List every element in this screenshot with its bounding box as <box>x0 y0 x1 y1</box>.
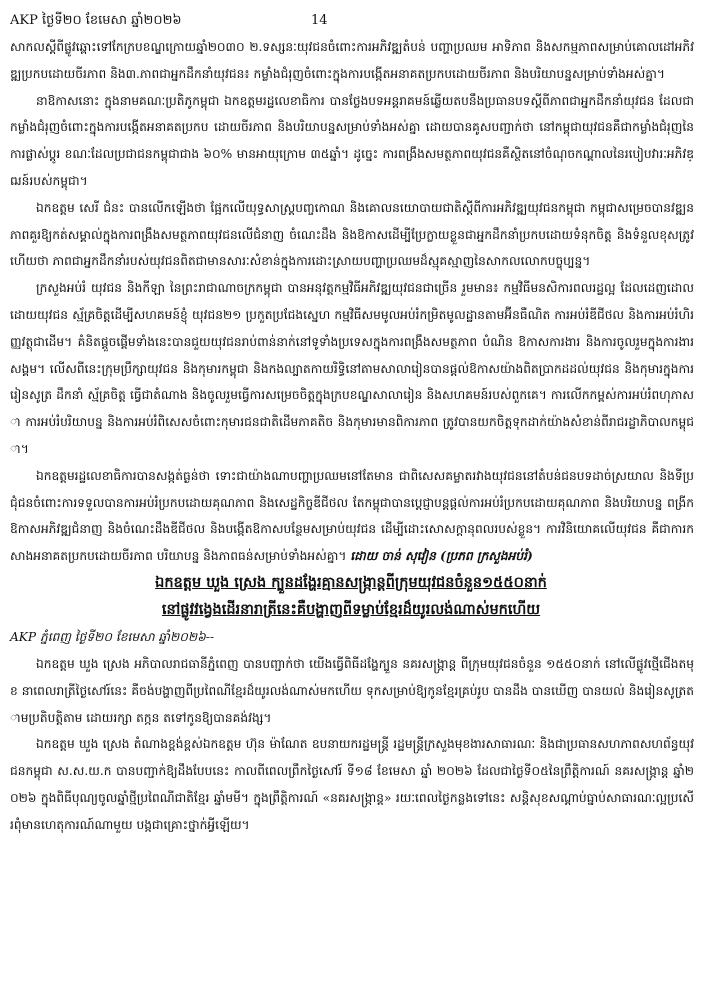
article2-paragraph-1: ឯកឧត្តម ឃួង ស្រេង អភិបាលរាជធានីភ្នំពេញ បានបញ្ជាក់ថា យើងធ្វើពិធីដង្ហែក្បួន នគរសង្ក្រាន្ត ពីក្រុមយុវជនចំនួន ១៥៥០នាក់ នៅលើផ្លូវថ្មើជើងតមុខ នាពេលរាត្រីថ្ងៃសៅរ៍នេះ គឺចង់បង្ហាញពីប្រពៃណីខ្មែរដ៏យូរលង់ណាស់មកហើយ ទុកសម្រាប់ឱ្យកូនខ្មែរគ្រប់រូប បានដឹង បានឃើញ បានយល់ និងរៀនសូត្រតាមប្រតិបត្តិតាម ដោយរក្សា តក្កន តទៅកូនឱ្យបានគង់វង្ស។ <box>10 656 694 725</box>
article1-byline: ដោយ ចាន់ សុវៀន (ប្រភព ក្រសួងអប់រំ) <box>350 549 533 564</box>
article1-paragraph-4: ក្រសួងអប់រំ យុវជន និងកីឡា នៃព្រះរាជាណាចក្រកម្ពុជា បានអនុវត្តកម្មវិធីអភិវឌ្ឍយុវជនជាច្រើន រួមមាន៖ កម្មវិធីមនសិការពលរដ្ឋល្អ ដែលដេញដោលដោយយុវជន ស្ម័គ្រចិត្តដើម្បីសហគមន៍ខ្ញុំ យុវជន២១ ប្រកួតប្រជែងស្នេហ កម្មវិធីសមមូលអប់រំកម្រិតមូលដ្ឋានតាមអ៊ីនធឺណិត ការអប់រំឌីជីថល និងការអប់រំហិរញ្ញវត្ថុជាដើម។ គំនិតផ្តួចផ្តើមទាំងនេះបានជួយយុវជនរាប់ពាន់នាក់នៅទូទាំងប្រទេសក្នុងការពង្រឹងសមត្ថភាព បំណិន ឱកាសការងារ និងការចូលរួមក្នុងការងារសង្គម។ លើសពីនេះក្រុមប្រឹក្សាយុវជន និងកុមារកម្ពុជា និងកងល្បាតកាយរិទ្ធិនៅតាមសាលារៀនបានផ្តល់ឱកាសយ៉ាងពិតប្រាកដដល់យុវជន និងកុមារក្នុងការរៀនសូត្រ ដឹកនាំ ស្ម័គ្រចិត្ត ធ្វើជាតំណាង និងចូលរួមធ្វើការសម្រេចចិត្តក្នុងក្របខណ្ឌសាលារៀន និងសហគមន៍របស់ពួកគេ។ ការលើកកម្ពស់ការអប់រំពហុភាសា ការអប់រំបរិយាបន្ន និងការអប់រំពិសេសចំពោះកុមារជនជាតិដើមភាគតិច និងកុមារមានពិការភាព ត្រូវបានយកចិត្តទុកដាក់យ៉ាងសំខាន់ពីរាជរដ្ឋាភិបាលកម្ពុជា។ <box>10 281 694 456</box>
article2-headline-line-1: ឯកឧត្តម ឃួង ស្រេង ក្បួនដង្ហែរគ្មានសង្ក្រាន្តពីក្រុមយុវជនចំនួន១៥៥០នាក់ <box>155 574 547 591</box>
article1-paragraph-5-text: ឯកឧត្តមរដ្ឋលេខាធិការបានសង្កត់ធ្ងន់ថា ទោះជាយ៉ាងណាបញ្ហាប្រឈមនៅតែមាន ជាពិសេសគម្លាតរវាងយុវជននៅតំបន់ជនបទដាច់ស្រយាល និងទីប្រជុំជនចំពោះការទទួលបានការអប់រំប្រកបដោយគុណភាព និងសេដ្ឋកិច្ចឌីជីថល តែកម្ពុជាបានប្តេជ្ញាបន្តផ្តល់ការអប់រំប្រកបដោយគុណភាព និងបរិយាបន្ន ពង្រីកឱកាសអភិវឌ្ឍជំនាញ និងចំណេះដឹងឌីជីថល និងបង្កើតឱកាសបន្ថែមសម្រាប់យុវជន ដើម្បីដោះសោសក្តានុពលរបស់ខ្លួន។ ការវិនិយោគលើយុវជន គឺជាការកសាងអនាគតប្រកបដោយចីរភាព បរិយាបន្ន និងភាពធន់សម្រាប់ទាំងអស់គ្នា។ <box>10 468 694 564</box>
page-number: 14 <box>311 13 328 28</box>
article-songkran-parade <box>6 570 696 839</box>
article1-paragraph-2: នាឱកាសនោះ ក្នុងនាមគណៈប្រតិភូកម្ពុជា ឯកឧត្តមរដ្ឋលេខាធិការ បានថ្លែងបទអន្តរាគមន៍ឆ្លើយតបនឹងប្រធានបទស្តីពីភាពជាអ្នកដឹកនាំយុវជន ដែលជាកម្លាំងជំរុញចំពោះក្នុងការបង្កើតអនាគតប្រកប ដោយចីរភាព និងបរិយាបន្នសម្រាប់ទាំងអស់គ្នា ដោយបានគូសបញ្ជាក់ថា នៅកម្ពុជាយុវជនគឺជាកម្លាំងជំរុញនៃការផ្លាស់ប្តូរ ខណៈដែលប្រជាជនកម្ពុជាជាង ៦០% មានអាយុក្រោម ៣៥ឆ្នាំ។ ដូច្នេះ ការពង្រឹងសមត្ថភាពយុវជនគឺស្ថិតនៅចំណុចកណ្តាលនៃរបៀបវារៈអភិវឌ្ឍន៍របស់កម្ពុជា។ <box>10 93 694 188</box>
article1-paragraph-3: ឯកឧត្តម សេរី ជំនះ បានលើកឡើងថា ផ្អែកលើយុទ្ធសាស្ត្របញ្ចកោណ និងគោលនយោបាយជាតិស្តីពីការអភិវឌ្ឍយុវជនកម្ពុជា កម្ពុជាសម្រេចបានវឌ្ឍនភាពគួរឱ្យកត់សម្គាល់ក្នុងការពង្រឹងសមត្ថភាពយុវជនលើជំនាញ ចំណេះដឹង និងឱកាសដើម្បីប្រែក្លាយខ្លួនជាអ្នកដឹកនាំប្រកបដោយទំនុកចិត្ត និងទំនួលខុសត្រូវ ហើយថា ភាពជាអ្នកដឹកនាំរបស់យុវជនពិតជាមានសារៈសំខាន់ក្នុងការដោះស្រាយបញ្ហាប្រឈមដ៏ស្មុគស្មាញនៃសាកលលោកបច្ចុប្បន្ន។ <box>10 200 694 269</box>
header-agency-date: AKP ថ្ងៃទី២០ ខែមេសា ឆ្នាំ២០២៦ <box>10 13 182 28</box>
article2-headline-line-2: នៅផ្លូវវង្វេងដើរនារាត្រីនេះគឺបង្ហាញពីទម្លាប់ខ្មែរដ៏យូរលង់ណាស់មកហើយ <box>161 601 541 618</box>
article1-paragraph-1: សាកលស្តីពីផ្លូវឆ្ពោះទៅកែក្របខណ្ឌក្រោយឆ្នាំ២០៣០ ២.ទស្សនៈយុវជនចំពោះការអភិវឌ្ឍតំបន់ បញ្ហាប្រឈម អាទិភាព និងសកម្មភាពសម្រាប់គោលដៅអភិវឌ្ឍប្រកបដោយចីរភាព និង៣.ភាពជាអ្នកដឹកនាំយុវជន៖ កម្លាំងជំរុញចំពោះក្នុងការបង្កើតអនាគតប្រកបដោយចីរភាព និងបរិយាបន្នសម្រាប់ទាំងអស់គ្នា។ <box>10 40 694 81</box>
article2-paragraph-2: ឯកឧត្តម ឃួង ស្រេង តំណាងខ្ពង់ខ្ពស់ឯកឧត្តម ហ៊ុន ម៉ាណែត ឧបនាយករដ្ឋមន្ត្រី រដ្ឋមន្ត្រីក្រសួងមុខងារសាធារណៈ និងជាប្រធានសហភាពសហព័ន្ធយុវជនកម្ពុជា ស.ស.យ.ក បានបញ្ជាក់ឱ្យដឹងបែបនេះ កាលពីពេលព្រឹកថ្ងៃសៅរ៍ ទី១៨ ខែមេសា ឆ្នាំ ២០២៦ ដែលជាថ្ងៃទី០៥នៃព្រឹត្តិការណ៍ នគរសង្ក្រាន្ត ឆ្នាំ២០២៦ ក្នុងពិធីបុណ្យចូលឆ្នាំថ្មីប្រពៃណីជាតិខ្មែរ ឆ្នាំមមី។ ក្នុងព្រឹត្តិការណ៍ «នគរសង្ក្រាន្ត» រយៈពេលថ្ងៃកន្លងទៅនេះ សន្តិសុខសណ្តាប់ធ្នាប់សាធារណៈល្អប្រសើរពុំមានហេតុការណ៍ណាមួយ បង្កជាគ្រោះថ្នាក់អ្វីឡើយ។ <box>10 737 694 832</box>
page-header <box>6 8 696 34</box>
article-education-youth <box>6 34 696 570</box>
document-page <box>6 8 696 992</box>
article2-dateline: AKP ភ្នំពេញ ថ្ងៃទី២០ ខែមេសា ឆ្នាំ២០២៦-- <box>10 629 214 644</box>
article1-paragraph-5 <box>6 463 696 570</box>
